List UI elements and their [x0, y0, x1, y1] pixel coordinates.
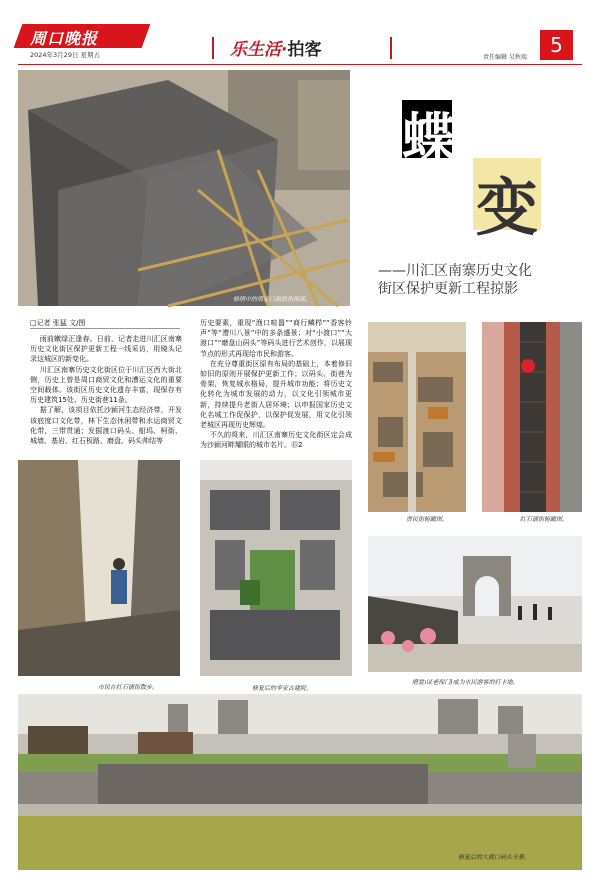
article-para: 川汇区南寨历史文化街区位于川汇区西大街北侧，历史上曾是周口商贸文化和漕运文化的重要空间载体。该街区历史文化遗存丰富，现保存有历史建筑15处、历史街巷11条。: [30, 365, 182, 405]
caption-courtyard: 修复后的李家古建院。: [252, 685, 313, 692]
article-column-2: [200, 318, 352, 452]
title-subtitle: [378, 262, 578, 298]
page-number: 5: [540, 30, 573, 60]
title-char-2: 变: [476, 171, 539, 244]
gate-illustration: [368, 536, 582, 672]
photo-stone-gate: [368, 536, 582, 672]
courtyard-illustration: [200, 460, 352, 676]
caption-aerial: 贾民街俯瞰图。: [406, 516, 449, 523]
photo-aerial-street: [368, 322, 466, 512]
caption-gate: 磨盘山(老保门)成为市民游客的打卡地。: [412, 679, 519, 686]
issue-date: 2024年3月29日 星期五: [30, 51, 101, 59]
caption-street: 红石铺街俯瞰图。: [520, 516, 569, 523]
subtitle-line-1: ——川汇区南寨历史文化: [378, 263, 532, 279]
street-illustration: [482, 322, 582, 512]
byline-rule: [30, 328, 180, 329]
photo-dock-panorama: [18, 694, 582, 870]
section-name-life: 乐生活: [230, 40, 281, 60]
photo-courtyard: [200, 460, 352, 676]
caption-bottom: 修复后的大渡口码头全景。: [458, 854, 531, 861]
subtitle-line-2: 街区保护更新工程掠影: [378, 281, 518, 297]
photo-alley: [18, 460, 180, 691]
header-rule: [18, 64, 582, 65]
caption-alley: 市民在红石铺街散步。: [98, 684, 159, 691]
section-divider-right: [390, 37, 392, 59]
article-para: 在充分尊重街区原有布局的基础上，本着修旧如旧的原则开展保护更新工作；以码头、街巷为骨架，恢复城水格局，提升城市功能；将历史文化转化为城市发展的动力，以文化引领城市更新，持续提升老街人居环境；以申报国家历史文化名城工作促保护，以保护促发展，用文化引领老城区再现历史辉煌。: [200, 359, 352, 430]
photo-roof-restoration: [18, 70, 350, 306]
article-para: 历史要素，重现“渔口喧嚣”“商行鳞栉”“香客铃声”等“漕川八景”中的多条盛景；对“小渡口”“大渡口”“磨盘山码头”等码头进行艺术创作，以展现节点的形式再现给市民和游客。: [200, 319, 352, 358]
aerial-illustration: [368, 322, 466, 512]
caption-top: 修缮中的周家口航政指挥部。: [233, 296, 312, 303]
section-dot: ·: [281, 40, 288, 60]
panorama-illustration: [18, 694, 582, 870]
title-char-1: 蝶: [402, 106, 456, 170]
article-para: 不久的将来，川汇区南寨历史文化街区定会成为沙颍河畔耀眼的城市名片。⑮2: [200, 431, 352, 450]
alley-illustration: [18, 460, 180, 676]
section-title: [230, 35, 321, 60]
editor-credit: 责任编辑 吴秋瑞: [483, 54, 527, 61]
article-column-1: [30, 334, 182, 452]
section-divider-left: [212, 37, 214, 59]
section-name-photo: 拍客: [287, 40, 322, 60]
masthead-title: 周口晚报: [30, 29, 99, 48]
article-byline: □记者 张猛 文/图: [30, 319, 86, 327]
article-para: 据了解，该项目依托沙颍河生态经济带，开发该底度口文化带，林下生态休闲带和水运商贸文化带，三带贯通；发掘渡口码头、船坞、柯街、城墙、基岩、红石板路、磨盘、码头帅结等: [30, 406, 182, 446]
article-para: 雨前嫩绿正逢春。日前，记者走进川汇区南寨历史文化街区保护更新工程一线采访，用镜头记录这城区的新变化。: [30, 335, 182, 364]
photo-red-stone-street: [482, 322, 582, 512]
roof-illustration: [18, 70, 350, 306]
